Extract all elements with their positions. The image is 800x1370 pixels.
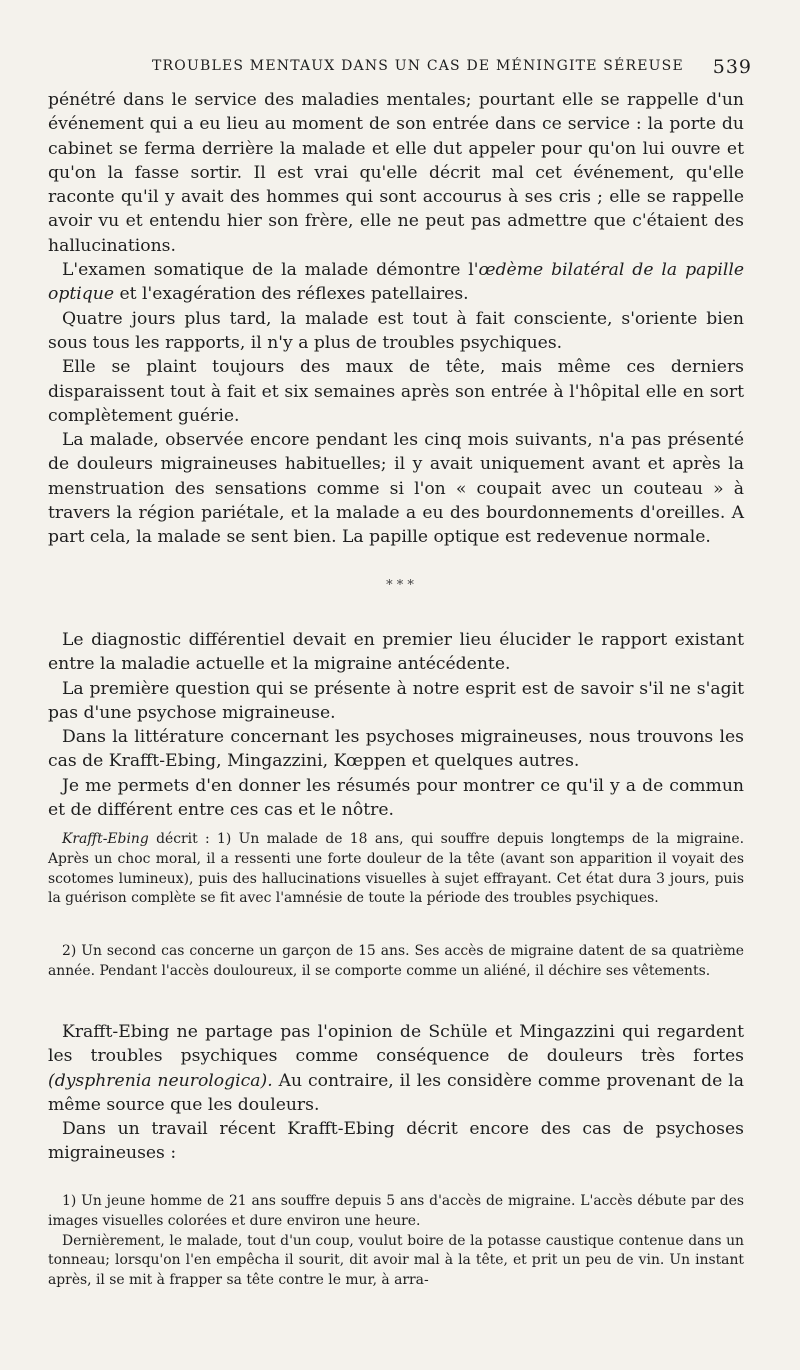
case-paragraph: 1) Un jeune homme de 21 ans souffre depuis 5 ans d'accès de migraine. L'accès débute par des images visuelles colorées et dure environ une heure. [48,1193,744,1229]
case-block-3 [48,1192,744,1291]
paragraph: Elle se plaint toujours des maux de tête, mais même ces derniers disparaissent tout à fait et six semaines après son entrée à l'hôpital elle en sort complètement guérie. [48,357,744,426]
dysphrenia-term: (dysphrenia neurologica). [48,1070,273,1091]
exam-tail: et l'exagération des réflexes patellaires. [114,284,469,305]
paragraph: Dans un travail récent Krafft-Ebing décrit encore des cas de psychoses migraineuses : [48,1119,744,1164]
case-text: décrit : 1) Un malade de 18 ans, qui souffre depuis longtemps de la migraine. Après un choc moral, il a ressenti une forte douleur de la tête (avant son apparition il voyait des scotomes lumineux), puis des hallucinations visuelles à sujet effrayant. Cet état dura 3 jours, puis la guérison complète se fit avec l'amnésie de toute la période des troubles psychiques. [48,831,744,907]
paragraph-text: Krafft-Ebing ne partage pas l'opinion de Schüle et Mingazzini qui regardent les troubles psychiques comme conséquence de douleurs très fortes [48,1022,744,1067]
paragraph: Dans la littérature concernant les psychoses migraineuses, nous trouvons les cas de Krafft-Ebing, Mingazzini, Kœppen et quelques autres. [48,727,744,772]
running-title: TROUBLES MENTAUX DANS UN CAS DE MÉNINGITE SÉREUSE [152,58,684,74]
text-block-2 [48,628,744,822]
text-block-1 [48,88,744,550]
paragraph [48,1020,744,1117]
exam-italic: œdème bilatéral de la papille optique [48,260,745,305]
paragraph: Quatre jours plus tard, la malade est tout à fait consciente, s'oriente bien sous tous les rapports, il n'y a plus de troubles psychiques. [48,308,744,353]
paragraph: La malade, observée encore pendant les cinq mois suivants, n'a pas présenté de douleurs migraineuses habituelles; il y avait uniquement avant et après la menstruation des sensations comme si l'on « coupait avec un couteau » à travers la région pariétale, et la malade a eu des bourdonnements d'oreilles. A part cela, la malade se sent bien. La papille optique est redevenue normale. [48,430,744,548]
case-paragraph [48,830,744,909]
case-author: Krafft-Ebing [62,831,149,847]
paragraph: La première question qui se présente à notre esprit est de savoir s'il ne s'agit pas d'une psychose migraineuse. [48,678,744,723]
page-header [52,56,752,82]
paragraph [48,258,744,307]
paragraph-text: Au contraire, il les considère comme provenant de la même source que les douleurs. [48,1070,744,1115]
section-separator: * * * [386,578,414,593]
case-block-1 [48,830,744,909]
paragraph: pénétré dans le service des maladies mentales; pourtant elle se rappelle d'un événement qui a eu lieu au moment de son entrée dans ce service : la porte du cabinet se ferma derrière la malade et elle dut appeler pour qu'on lui ouvre et qu'on la fasse sortir. Il est vrai qu'elle décrit mal cet événement, qu'elle raconte qu'il y avait des hommes qui sont accourus à ses cris ; elle se rappelle avoir vu et entendu hier son frère, elle ne peut pas admettre que c'étaient des hallucinations. [48,90,744,256]
paragraph: Le diagnostic différentiel devait en premier lieu élucider le rapport existant entre la maladie actuelle et la migraine antécédente. [48,630,744,675]
paragraph: Je me permets d'en donner les résumés pour montrer ce qu'il y a de commun et de différent entre ces cas et le nôtre. [48,775,744,821]
case-block-2 [48,942,744,982]
text-block-3 [48,1020,744,1166]
exam-lead: L'examen somatique de la malade démontre l' [62,260,479,281]
case-paragraph: Dernièrement, le malade, tout d'un coup, voulut boire de la potasse caustique contenue dans un tonneau; lorsqu'on l'en empêcha il sourit, dit avoir mal à la tête, et prit un peu de vin. Un instant après, il se mit à frapper sa tête contre le mur, à arra- [48,1232,744,1289]
case-paragraph: 2) Un second cas concerne un garçon de 15 ans. Ses accès de migraine datent de sa quatrième année. Pendant l'accès douloureux, il se comporte comme un aliéné, il déchire ses vêtements. [48,943,744,979]
page-number: 539 [712,56,752,78]
